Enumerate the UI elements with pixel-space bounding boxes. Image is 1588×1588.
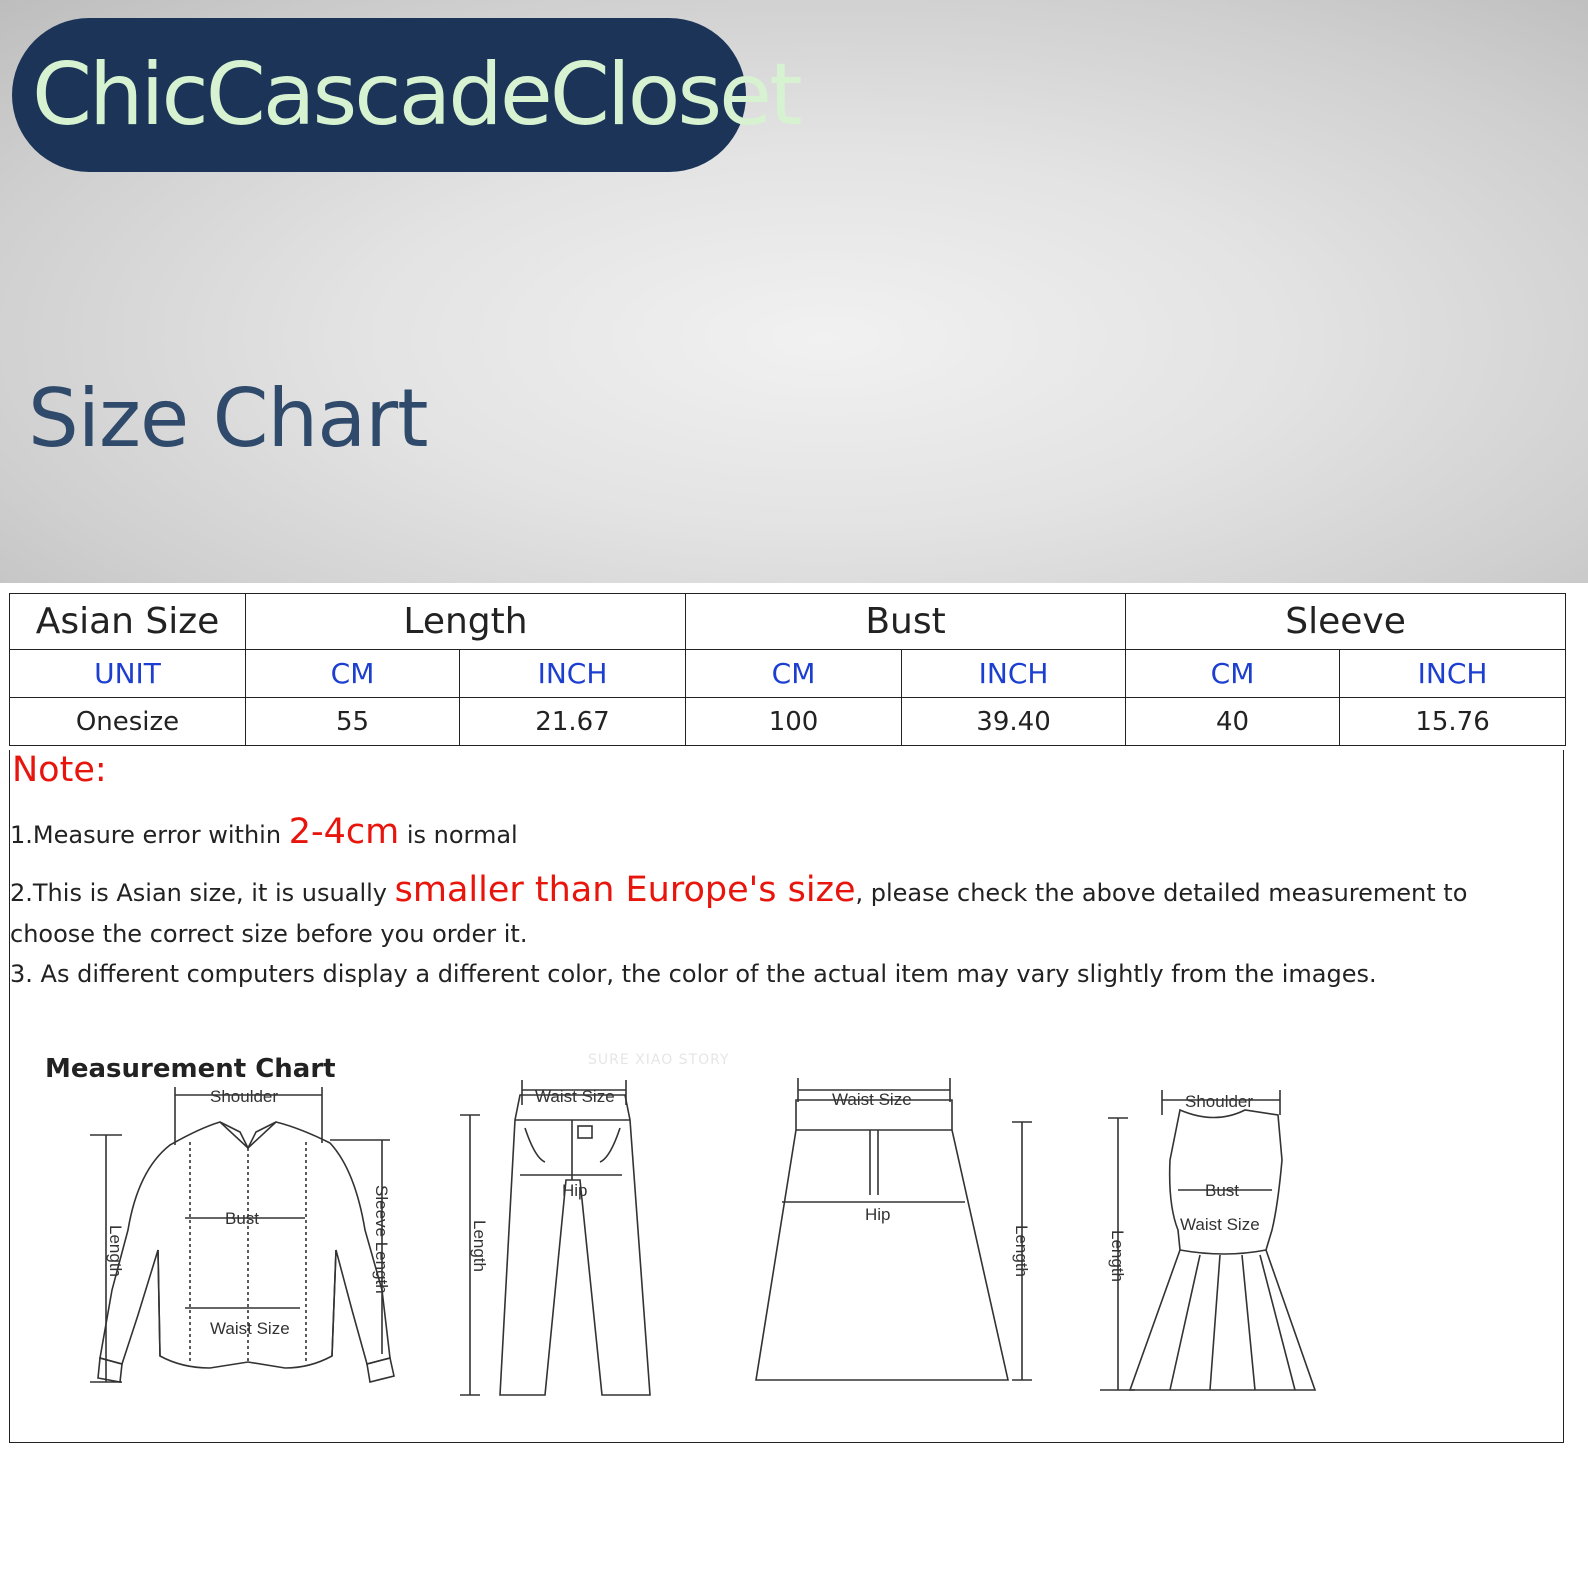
note-line-2b: choose the correct size before you order it. [10,920,528,948]
table-cell: 15.76 [1340,698,1566,746]
unit-cell: INCH [1340,650,1566,698]
size-table [9,593,1566,746]
table-cell: Onesize [10,698,246,746]
dress-waist-label: Waist Size [1180,1215,1260,1234]
brand-logo-pill [12,18,800,172]
pants-waist-label: Waist Size [535,1087,615,1106]
shirt-waist-label: Waist Size [210,1319,290,1338]
shirt-sleeve-label: Sleeve Length [372,1185,391,1294]
unit-cell: UNIT [10,650,246,698]
pants-length-label: Length [470,1220,489,1272]
note-heading: Note: [12,750,107,790]
table-unit-row [10,650,1566,698]
table-cell: 39.40 [902,698,1126,746]
table-cell: 21.67 [460,698,686,746]
unit-cell: CM [246,650,460,698]
table-header-row [10,594,1566,650]
table-row [10,698,1566,746]
shirt-length-label: Length [106,1225,125,1277]
unit-cell: CM [1126,650,1340,698]
shirt-shoulder-label: Shoulder [210,1087,279,1106]
note-highlight: 2-4cm [288,812,400,852]
shirt-bust-label: Bust [225,1209,260,1228]
unit-cell: INCH [902,650,1126,698]
watermark: SURE XIAO STORY [588,1052,730,1068]
skirt-waist-label: Waist Size [832,1090,912,1109]
table-cell: 100 [686,698,902,746]
header-sleeve: Sleeve [1126,594,1566,650]
note-text: 1.Measure error within [10,821,289,849]
measurement-diagrams [10,750,1565,1443]
header-bust: Bust [686,594,1126,650]
skirt-hip-label: Hip [865,1205,891,1224]
note-line-3: 3. As different computers display a different color, the color of the actual item may vary slightly from the images. [10,960,1377,988]
note-highlight: smaller than Europe's size [394,870,856,910]
dress-bust-label: Bust [1205,1181,1240,1200]
note-text: , please check the above detailed measurement to [855,879,1468,907]
dress-length-label: Length [1108,1230,1127,1282]
header-asian-size: Asian Size [10,594,246,650]
header-length: Length [246,594,686,650]
notes-section [9,750,1564,1443]
table-cell: 55 [246,698,460,746]
unit-cell: INCH [460,650,686,698]
pants-hip-label: Hip [562,1181,588,1200]
brand-name: ChicCascadeCloset [32,45,800,145]
note-text: 2.This is Asian size, it is usually [10,879,395,907]
skirt-length-label: Length [1012,1225,1031,1277]
table-cell: 40 [1126,698,1340,746]
dress-diagram [1100,1090,1315,1390]
page-title: Size Chart [28,372,428,465]
skirt-diagram [756,1078,1032,1380]
note-text: is normal [399,821,518,849]
dress-shoulder-label: Shoulder [1185,1092,1254,1111]
hero-banner [0,0,1588,583]
measurement-chart-title: Measurement Chart [45,1054,336,1084]
unit-cell: CM [686,650,902,698]
